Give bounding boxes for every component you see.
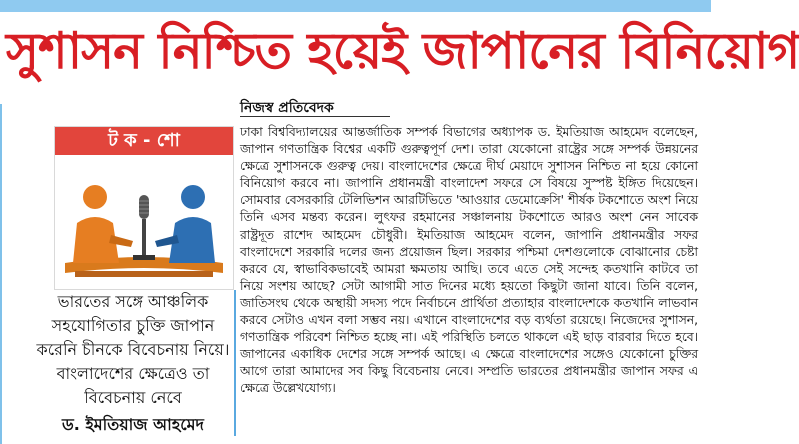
pull-quote-author: ড. ইমতিয়াজ আহমেদ [62, 415, 204, 434]
byline-underline [240, 116, 390, 117]
talk-show-illustration-icon [55, 155, 233, 289]
article-body: ঢাকা বিশ্ববিদ্যালয়ের আন্তর্জাতিক সম্পর্ক বিভাগের অধ্যাপক ড. ইমতিয়াজ আহমেদ বলেছেন, জাপান গণতান্ত্রিক বিশ্বের একটি গুরুত্বপূর্ণ দেশ। তারা যেকোনো রাষ্ট্রের সঙ্গে সম্পর্ক উন্নয়নের ক্ষেত্রে সুশাসনকে গুরুত্ব দেয়। বাংলাদেশের ক্ষেত্রে দীর্ঘ মেয়াদে সুশাসন নিশ্চিত না হয়ে কোনো বিনিয়োগ করবে না। জাপানি প্রধানমন্ত্রী বাংলাদেশ সফরে সে বিষয়ে সুস্পষ্ট ইঙ্গিত দিয়েছেন। সোমবার বেসরকারি টেলিভিশন আরটিভিতে 'আওয়ার ডেমোক্রেসি' শীর্ষক টকশোতে অংশ নিয়ে তিনি এসব মন্তব্য করেন। লুৎফর রহমানের সঞ্চালনায় টকশোতে আরও অংশ নেন সাবেক রাষ্ট্রদূত রাশেদ আহমেদ চৌধুরী। ইমতিয়াজ আহমেদ বলেন, জাপানি প্রধানমন্ত্রীর সফর বাংলাদেশে সরকারি দলের জন্য প্রয়োজন ছিল। সরকার পশ্চিমা দেশগুলোকে বোঝানোর চেষ্টা করবে যে, স্বাভাবিকভাবেই আমরা ক্ষমতায় আছি। তবে এতে সেই সন্দেহ কতখানি কাটবে তা নিয়ে সংশয় আছে? সেটা আগামী সাত দিনের মধ্যে হয়তো কিছুটা জানা যাবে। তিনি বলেন, জাতিসংঘ থেকে অস্থায়ী সদস্য পদে নির্বাচনে প্রার্থিতা প্রত্যাহার বাংলাদেশকে কতখানি লাভবান করবে সেটাও এখন বলা সম্ভব নয়। এখানে বাংলাদেশের বড় ব্যর্থতা রয়েছে। নিজেদের সুশাসন, গণতান্ত্রিক পরিবেশ নিশ্চিত হচ্ছে না। এই পরিস্থিতি চলতে থাকলে এই ছাড় বারবার দিতে হবে। জাপানের একাধিক দেশের সঙ্গে সম্পর্ক আছে। এ ক্ষেত্রে বাংলাদেশের সঙ্গেও যেকোনো চুক্তির আগে তারা আমাদের সব কিছু বিবেচনায় নেবে। সম্প্রতি ভারতের প্রধানমন্ত্রীর জাপান সফর এ ক্ষেত্রে উল্লেখযোগ্য। [240, 125, 698, 396]
talk-show-label: ট ক - শো [55, 127, 233, 155]
left-edge-rule [0, 104, 2, 444]
headline: সুশাসন নিশ্চিত হয়েই জাপানের বিনিয়োগ [6, 22, 799, 80]
pull-quote: ভারতের সঙ্গে আঞ্চলিক সহযোগিতার চুক্তি জাপান করেনি চীনকে বিবেচনায় নিয়ে। বাংলাদেশের ক্ষেত্রেও তা বিবেচনায় নেবে [36, 292, 230, 407]
column-divider [234, 290, 236, 436]
top-color-strip [0, 0, 711, 12]
talk-show-graphic [54, 126, 234, 290]
byline: নিজস্ব প্রতিবেদক [240, 100, 334, 116]
